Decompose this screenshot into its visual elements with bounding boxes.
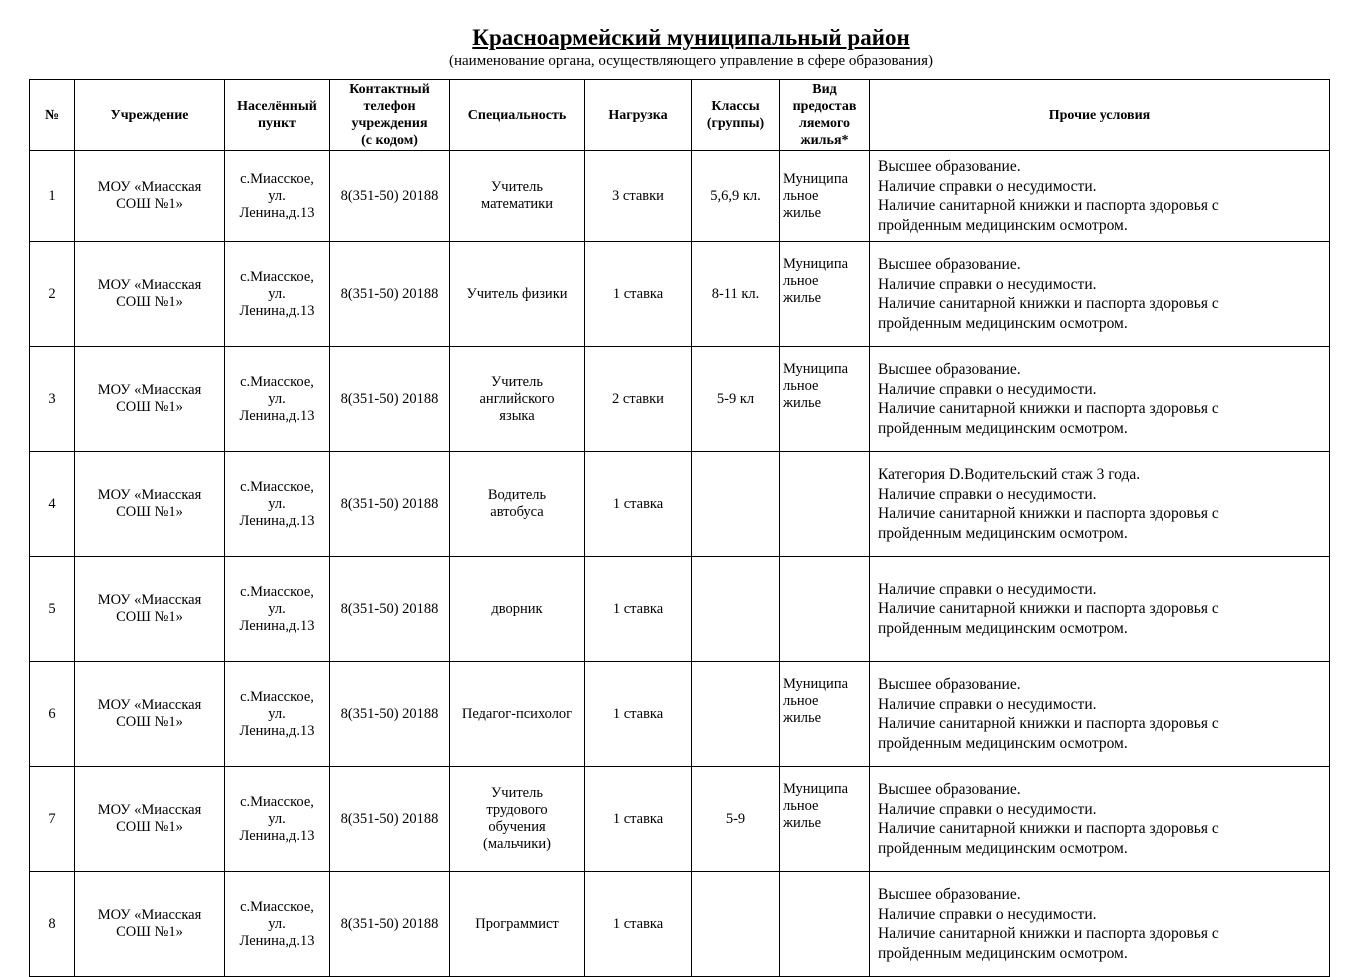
condition-line: Наличие санитарной книжки и паспорта здоровья с [878, 600, 1219, 618]
header-specialty: Специальность [450, 80, 585, 151]
institution-line: МОУ «Миасская [97, 592, 202, 608]
institution-line: МОУ «Миасская [97, 487, 202, 503]
condition-line: Наличие справки о несудимости. [878, 800, 1097, 818]
condition-line: пройденным медицинским осмотром. [878, 839, 1128, 857]
housing-cell [780, 767, 870, 872]
locality-cell [225, 872, 330, 977]
specialty-line: английского [479, 390, 555, 407]
housing-line: Муниципа [783, 781, 849, 797]
condition-line: Наличие санитарной книжки и паспорта здоровья с [878, 400, 1219, 417]
header-institution: Учреждение [75, 80, 225, 151]
locality-cell [225, 242, 330, 347]
page-subtitle: (наименование органа, осуществляющего управление в сфере образования) [449, 53, 933, 69]
load-cell: 3 ставки [585, 151, 692, 242]
specialty-line: Учитель [491, 785, 543, 801]
housing-cell [780, 242, 870, 347]
header-phone-line: телефон [363, 99, 416, 114]
condition-line: Наличие санитарной книжки и паспорта здоровья с [878, 197, 1219, 214]
header-conditions: Прочие условия [870, 80, 1330, 151]
institution-line: МОУ «Миасская [97, 697, 202, 713]
phone-cell: 8(351-50) 20188 [330, 872, 450, 977]
condition-line: Наличие справки о несудимости. [878, 177, 1097, 195]
housing-line: льное [783, 378, 819, 394]
header-num: № [30, 80, 75, 151]
condition-line: Наличие санитарной книжки и паспорта здоровья с [878, 820, 1219, 837]
table-row [30, 452, 1330, 557]
locality-line: Ленина,д.13 [239, 302, 315, 319]
table-row [30, 347, 1330, 452]
condition-line: Высшее образование. [878, 158, 1021, 175]
institution-line: СОШ №1» [116, 609, 183, 625]
housing-cell [780, 662, 870, 767]
institution-line: СОШ №1» [116, 399, 183, 415]
locality-line: ул. [268, 390, 286, 407]
specialty-line: Учитель физики [466, 285, 568, 302]
condition-line: Наличие справки о несудимости. [878, 485, 1097, 503]
conditions-cell [870, 452, 1330, 557]
classes-cell: 5-9 [692, 767, 780, 872]
condition-line: Высшее образование. [878, 781, 1021, 798]
locality-cell [225, 347, 330, 452]
locality-line: Ленина,д.13 [239, 617, 315, 634]
table-body [30, 151, 1330, 977]
locality-line: Ленина,д.13 [239, 932, 315, 949]
load-cell: 1 ставка [585, 452, 692, 557]
row-number: 4 [30, 452, 75, 557]
institution-line: МОУ «Миасская [97, 179, 202, 195]
housing-line: жилье [783, 710, 822, 726]
locality-line: с.Миасское, [240, 688, 314, 705]
specialty-line: обучения [488, 819, 546, 835]
phone-cell: 8(351-50) 20188 [330, 662, 450, 767]
condition-line: пройденным медицинским осмотром. [878, 524, 1128, 542]
classes-cell [692, 557, 780, 662]
institution-cell [75, 872, 225, 977]
specialty-cell [450, 452, 585, 557]
housing-line: Муниципа [783, 256, 849, 272]
condition-line: пройденным медицинским осмотром. [878, 216, 1128, 234]
specialty-cell [450, 242, 585, 347]
institution-line: СОШ №1» [116, 196, 183, 212]
header-load: Нагрузка [585, 80, 692, 151]
table-row [30, 242, 1330, 347]
classes-cell [692, 662, 780, 767]
condition-line: Наличие санитарной книжки и паспорта здоровья с [878, 505, 1219, 522]
condition-line: Наличие справки о несудимости. [878, 580, 1097, 598]
phone-cell: 8(351-50) 20188 [330, 242, 450, 347]
condition-line: Наличие справки о несудимости. [878, 905, 1097, 923]
locality-line: Ленина,д.13 [239, 827, 315, 844]
classes-cell: 5-9 кл [692, 347, 780, 452]
locality-cell [225, 662, 330, 767]
condition-line: пройденным медицинским осмотром. [878, 944, 1128, 962]
classes-cell: 8-11 кл. [692, 242, 780, 347]
conditions-cell [870, 872, 1330, 977]
specialty-cell [450, 557, 585, 662]
condition-line: Наличие справки о несудимости. [878, 380, 1097, 398]
locality-line: ул. [268, 705, 286, 722]
locality-line: с.Миасское, [240, 268, 314, 285]
condition-line: Категория D.Водительский стаж 3 года. [878, 466, 1141, 483]
institution-cell [75, 662, 225, 767]
specialty-line: Педагог-психолог [461, 705, 573, 722]
housing-line: льное [783, 187, 819, 204]
phone-cell: 8(351-50) 20188 [330, 347, 450, 452]
conditions-cell [870, 347, 1330, 452]
housing-cell [780, 452, 870, 557]
header-phone [330, 80, 450, 151]
condition-line: пройденным медицинским осмотром. [878, 419, 1128, 437]
classes-cell: 5,6,9 кл. [692, 151, 780, 242]
conditions-cell [870, 767, 1330, 872]
institution-line: МОУ «Миасская [97, 802, 202, 818]
table-row [30, 767, 1330, 872]
header-classes [692, 80, 780, 151]
housing-line: льное [783, 273, 819, 289]
classes-cell [692, 872, 780, 977]
locality-line: ул. [268, 810, 286, 827]
locality-line: ул. [268, 187, 286, 204]
condition-line: Наличие санитарной книжки и паспорта здоровья с [878, 715, 1219, 732]
condition-line: Высшее образование. [878, 361, 1021, 378]
phone-cell: 8(351-50) 20188 [330, 557, 450, 662]
row-number: 2 [30, 242, 75, 347]
table-header-row [30, 80, 1330, 151]
specialty-line: автобуса [490, 504, 544, 520]
specialty-line: Программист [475, 915, 559, 932]
specialty-cell [450, 872, 585, 977]
locality-line: с.Миасское, [240, 583, 314, 600]
header-classes-line: (группы) [706, 116, 765, 131]
specialty-cell [450, 662, 585, 767]
load-cell: 1 ставка [585, 242, 692, 347]
housing-line: Муниципа [783, 170, 849, 187]
housing-line: Муниципа [783, 676, 849, 692]
specialty-cell [450, 151, 585, 242]
row-number: 3 [30, 347, 75, 452]
header-housing [780, 80, 870, 151]
conditions-cell [870, 151, 1330, 242]
institution-cell [75, 767, 225, 872]
institution-cell [75, 452, 225, 557]
locality-line: ул. [268, 600, 286, 617]
housing-cell [780, 872, 870, 977]
header-classes-line: Классы [711, 99, 760, 114]
locality-line: Ленина,д.13 [239, 722, 315, 739]
condition-line: пройденным медицинским осмотром. [878, 734, 1128, 752]
condition-line: Наличие санитарной книжки и паспорта здоровья с [878, 925, 1219, 942]
row-number: 7 [30, 767, 75, 872]
institution-line: МОУ «Миасская [97, 382, 202, 398]
specialty-line: Учитель [491, 373, 543, 390]
header-phone-line: учреждения [351, 116, 428, 131]
table-row [30, 872, 1330, 977]
condition-line: пройденным медицинским осмотром. [878, 314, 1128, 332]
header-locality [225, 80, 330, 151]
specialty-line: Учитель [491, 179, 543, 195]
specialty-line: трудового [486, 802, 548, 818]
housing-cell [780, 557, 870, 662]
institution-cell [75, 242, 225, 347]
conditions-cell [870, 242, 1330, 347]
locality-line: ул. [268, 915, 286, 932]
phone-cell: 8(351-50) 20188 [330, 767, 450, 872]
header-locality-line: пункт [257, 116, 297, 131]
institution-line: СОШ №1» [116, 504, 183, 520]
locality-line: с.Миасское, [240, 373, 314, 390]
header-housing-line: жилья* [800, 133, 849, 148]
condition-line: Наличие санитарной книжки и паспорта здоровья с [878, 295, 1219, 312]
condition-line: Высшее образование. [878, 676, 1021, 693]
locality-line: с.Миасское, [240, 793, 314, 810]
locality-cell [225, 767, 330, 872]
specialty-line: математики [481, 196, 553, 212]
institution-cell [75, 557, 225, 662]
specialty-line: языка [499, 407, 535, 424]
load-cell: 1 ставка [585, 662, 692, 767]
institution-line: СОШ №1» [116, 714, 183, 730]
locality-cell [225, 452, 330, 557]
locality-line: с.Миасское, [240, 478, 314, 495]
institution-line: СОШ №1» [116, 294, 183, 310]
housing-line: льное [783, 798, 819, 814]
locality-line: ул. [268, 285, 286, 302]
vacancy-table [29, 79, 1330, 977]
specialty-line: дворник [491, 600, 543, 617]
load-cell: 2 ставки [585, 347, 692, 452]
housing-line: жилье [783, 815, 822, 831]
housing-line: жилье [783, 204, 822, 221]
load-cell: 1 ставка [585, 872, 692, 977]
institution-line: МОУ «Миасская [97, 907, 202, 923]
condition-line: Высшее образование. [878, 886, 1021, 903]
housing-cell [780, 151, 870, 242]
row-number: 8 [30, 872, 75, 977]
specialty-line: Водитель [487, 487, 547, 503]
locality-line: Ленина,д.13 [239, 204, 315, 221]
table-row [30, 151, 1330, 242]
condition-line: пройденным медицинским осмотром. [878, 619, 1128, 637]
header-housing-line: ляемого [798, 116, 850, 131]
institution-line: СОШ №1» [116, 819, 183, 835]
housing-line: Муниципа [783, 361, 849, 377]
locality-line: ул. [268, 495, 286, 512]
header-housing-line: Вид [812, 82, 837, 97]
row-number: 5 [30, 557, 75, 662]
classes-cell [692, 452, 780, 557]
locality-line: с.Миасское, [240, 170, 314, 187]
institution-cell [75, 151, 225, 242]
phone-cell: 8(351-50) 20188 [330, 151, 450, 242]
row-number: 1 [30, 151, 75, 242]
housing-cell [780, 347, 870, 452]
table-row [30, 557, 1330, 662]
condition-line: Высшее образование. [878, 256, 1021, 273]
header-locality-line: Населённый [237, 99, 317, 114]
conditions-cell [870, 557, 1330, 662]
housing-line: жилье [783, 290, 822, 306]
table-row [30, 662, 1330, 767]
specialty-cell [450, 347, 585, 452]
phone-cell: 8(351-50) 20188 [330, 452, 450, 557]
page-title: Красноармейский муниципальный район [472, 25, 910, 50]
locality-cell [225, 557, 330, 662]
conditions-cell [870, 662, 1330, 767]
locality-line: Ленина,д.13 [239, 407, 315, 424]
housing-line: жилье [783, 395, 822, 411]
header-phone-line: (с кодом) [361, 133, 418, 148]
institution-line: МОУ «Миасская [97, 277, 202, 293]
header-phone-line: Контактный [349, 82, 430, 97]
condition-line: Наличие справки о несудимости. [878, 695, 1097, 713]
locality-line: Ленина,д.13 [239, 512, 315, 529]
institution-cell [75, 347, 225, 452]
header-housing-line: предостав [792, 99, 857, 114]
institution-line: СОШ №1» [116, 924, 183, 940]
housing-line: льное [783, 693, 819, 709]
locality-cell [225, 151, 330, 242]
locality-line: с.Миасское, [240, 898, 314, 915]
condition-line: Наличие справки о несудимости. [878, 275, 1097, 293]
row-number: 6 [30, 662, 75, 767]
load-cell: 1 ставка [585, 557, 692, 662]
load-cell: 1 ставка [585, 767, 692, 872]
specialty-line: (мальчики) [483, 836, 551, 852]
specialty-cell [450, 767, 585, 872]
